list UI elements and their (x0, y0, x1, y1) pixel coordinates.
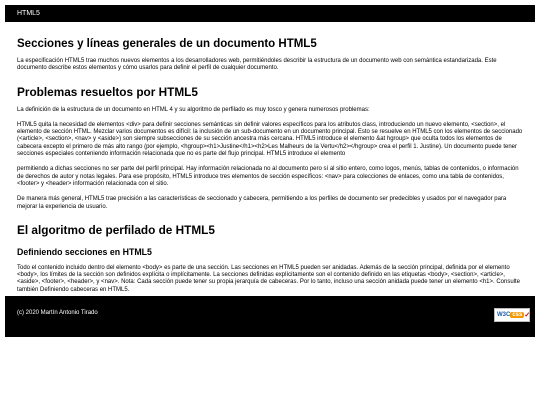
copyright-text: (c) 2020 Martín Antonio Tirado (17, 310, 98, 316)
paragraph-definiendo: Todo el contenido incluido dentro del elemento <body> es parte de una sección. Las secciones en HTML5 pueden ser anidadas. Además de la sección principal, definida por el elemento <body>, los límites de la sección son definidos explícita o implícitamente. La secciones definidas explícitamente son el contenido definido en las etiquetas <body>, <section>, <article>, <aside>, <footer>, <header>, y <nav>. Nota: Cada sección puede tener su propia jerarquía de cabeceras. Por lo tanto, incluso una sección anidada puede tener un elemento <h1>. Consulte también Definiendo cabeceras en HTML5. (17, 264, 521, 293)
footer (5, 296, 535, 337)
site-title[interactable]: HTML5 (17, 10, 40, 17)
section-title-secciones: Secciones y líneas generales de un documento HTML5 (17, 38, 317, 50)
paragraph-problemas-1: La definición de la estructura de un documento en HTML 4 y su algoritmo de perfilado es muy tosco y genera numerosos problemas: (17, 106, 370, 113)
section-title-problemas: Problemas resueltos por HTML5 (17, 84, 198, 99)
subsection-title-definiendo: Definiendo secciones en HTML5 (17, 246, 152, 257)
paragraph-intro: La especificación HTML5 trae muchos nuevos elementos a los desarrolladores web, permitiéndoles describir la estructura de un documento web con semántica estandarizada. Este documento describe estos elementos y cómo usarlos para definir el perfil de cualquier documento. (17, 58, 497, 72)
section-title-algoritmo: El algoritmo de perfilado de HTML5 (17, 222, 215, 237)
top-bar (5, 5, 535, 22)
w3c-css-validator-badge[interactable] (494, 308, 530, 322)
checkmark-icon: ✓ (524, 312, 531, 319)
paragraph-problemas-2: HTML5 quita la necesidad de elementos <div> para definir secciones semánticas sin definir valores específicos para los atributos class, introduciendo un nuevo elemento, <section>, el elemento de sección HTML. Mezclar varios documentos es difícil: la inclusión de un sub-documento en un documento principal. Esto se resuelve en HTML5 con los elementos de seccionado (<article>, <section>, <nav> y <aside>) son siempre subsecciones de su sección ancestra más cercana. HTML5 introduce el elemento &at hgroup> que oculta todos los elementos de cabecera excepto el primero de más alto rango (por ejemplo, <hgroup><h1>Justine</h1><h2>Les Malheurs de la Vertu</h2></hgroup> crea el perfil 1. Justine). Un documento puede tener secciones especiales conteniendo información relacionada que no es parte del flujo principal. HTML5 introduce el elemento (17, 121, 523, 158)
paragraph-problemas-4: De manera más general, HTML5 trae precisión a las características de seccionado y cabecera, permitiendo a los perfiles de documento ser predecibles y usados por el navegador para mejorar la experiencia de usuario. (17, 196, 507, 210)
paragraph-problemas-3: permitiendo a dichas secciones no ser parte del perfil principal. Hay información relacionada no al documento pero sí al sitio entero, como logos, menús, tablas de contenidos, o información de derechos de autor y notas legales. Para ese propósito, HTML5 introduce tres elementos de sección específicos: <nav> para colecciones de enlaces, como una tabla de contenidos, <footer> y <header> información relacionada con el sitio. (17, 166, 519, 187)
css-logo-icon: css (512, 312, 523, 318)
w3c-logo-icon: W3C (497, 312, 511, 318)
page (5, 5, 535, 319)
main-content (5, 38, 535, 294)
